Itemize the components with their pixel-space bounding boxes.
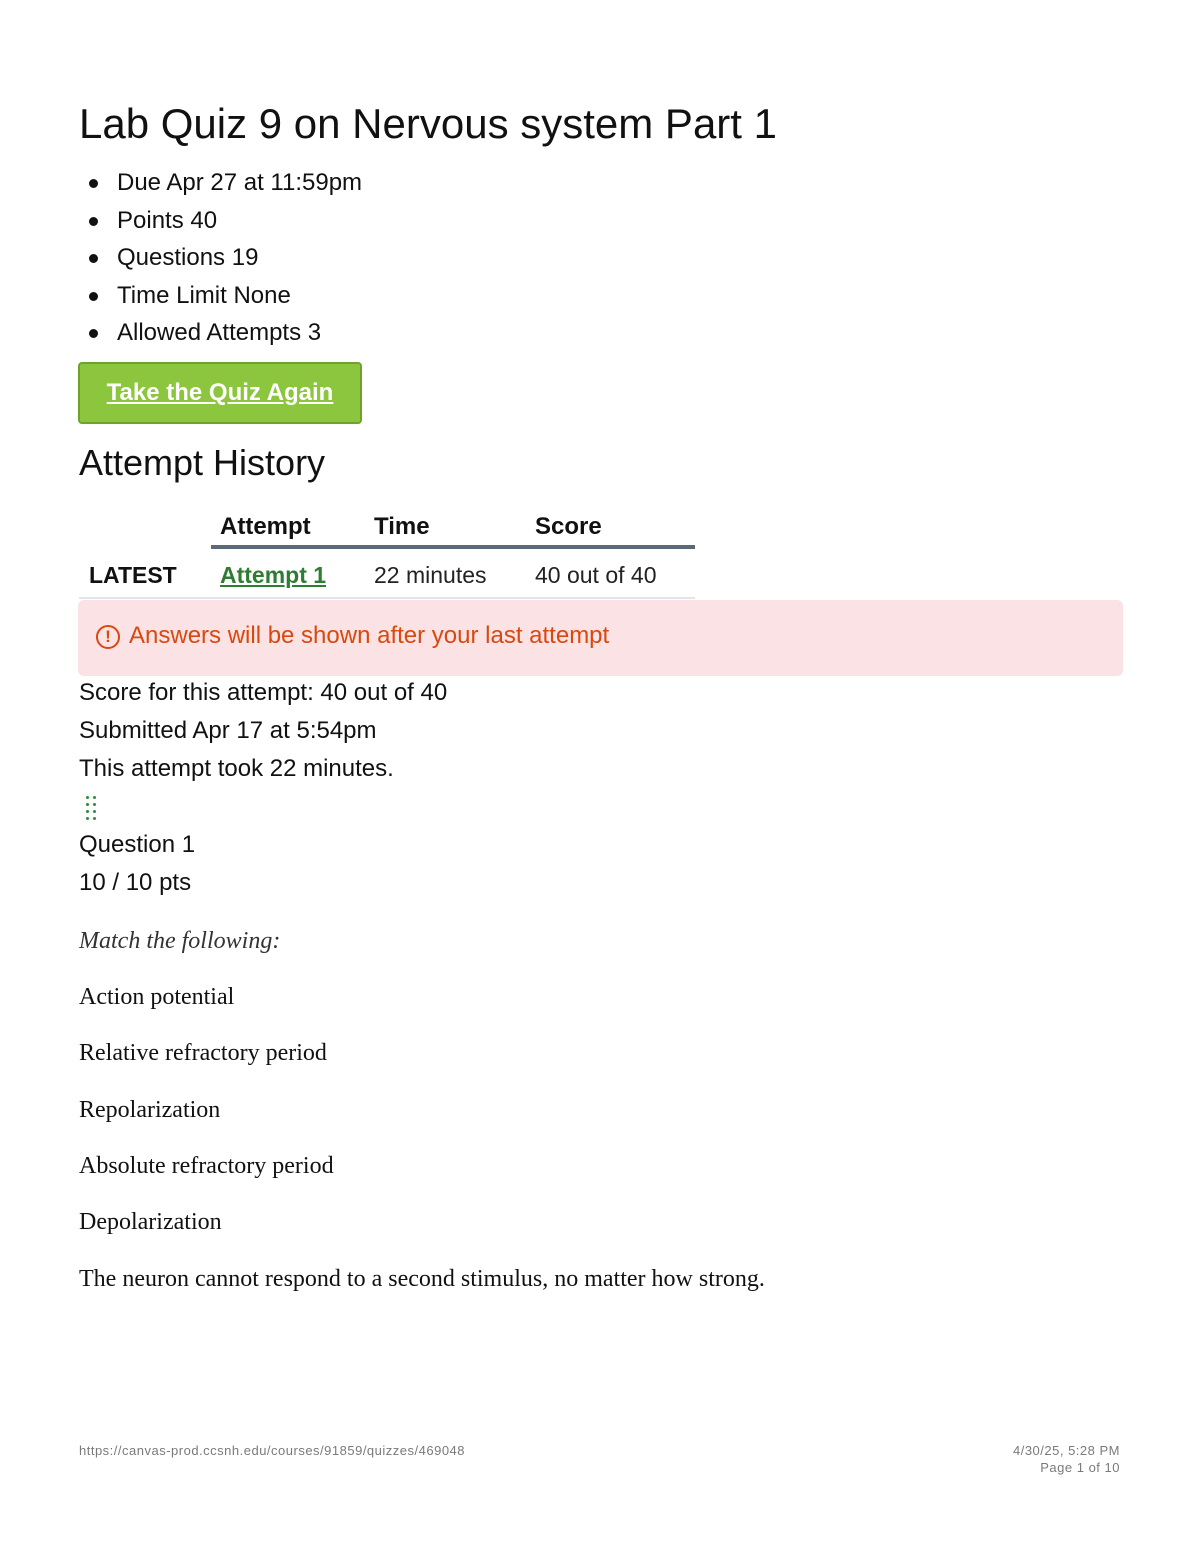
quiz-details-list (79, 168, 362, 356)
footer-datetime: 4/30/25, 5:28 PM (1012, 1443, 1120, 1458)
attempt-link[interactable]: Attempt 1 (220, 562, 327, 588)
footer-url: https://canvas-prod.ccsnh.edu/courses/91859/quizzes/469048 (79, 1443, 466, 1458)
question-points: 10 / 10 pts (79, 869, 192, 896)
quiz-time-limit: Time Limit None (79, 281, 362, 319)
match-statement: The neuron cannot respond to a second stimulus, no matter how strong. (79, 1266, 765, 1292)
page-title: Lab Quiz 9 on Nervous system Part 1 (79, 100, 777, 147)
match-item: Absolute refractory period (79, 1153, 334, 1179)
quiz-allowed-attempts: Allowed Attempts 3 (79, 318, 362, 356)
alert-message: Answers will be shown after your last attempt (129, 622, 610, 649)
match-item: Relative refractory period (79, 1040, 327, 1066)
match-item: Action potential (79, 984, 235, 1010)
attempt-history-heading: Attempt History (79, 442, 326, 483)
latest-tag: LATEST (89, 562, 177, 588)
take-quiz-again-button[interactable] (78, 362, 362, 424)
drag-handle-icon[interactable] (86, 796, 98, 822)
footer-page-number: Page 1 of 10 (1040, 1460, 1120, 1475)
column-header-score: Score (535, 513, 602, 540)
column-header-attempt: Attempt (220, 513, 311, 540)
table-header-divider (211, 545, 695, 549)
column-header-time: Time (374, 513, 430, 540)
quiz-questions: Questions 19 (79, 243, 362, 281)
exclamation-circle-icon: ! (96, 625, 120, 649)
question-prompt: Match the following: (79, 928, 281, 954)
quiz-due: Due Apr 27 at 11:59pm (79, 168, 362, 206)
score-for-attempt: Score for this attempt: 40 out of 40 (79, 679, 448, 706)
match-item: Depolarization (79, 1209, 222, 1235)
table-row-divider (79, 597, 695, 599)
question-number: Question 1 (79, 831, 196, 858)
attempt-duration: This attempt took 22 minutes. (79, 755, 394, 782)
attempt-score: 40 out of 40 (535, 562, 657, 588)
submitted-date: Submitted Apr 17 at 5:54pm (79, 717, 377, 744)
match-item: Repolarization (79, 1097, 221, 1123)
attempt-time: 22 minutes (374, 562, 487, 588)
quiz-points: Points 40 (79, 206, 362, 244)
take-quiz-again-label[interactable]: Take the Quiz Again (106, 379, 334, 406)
